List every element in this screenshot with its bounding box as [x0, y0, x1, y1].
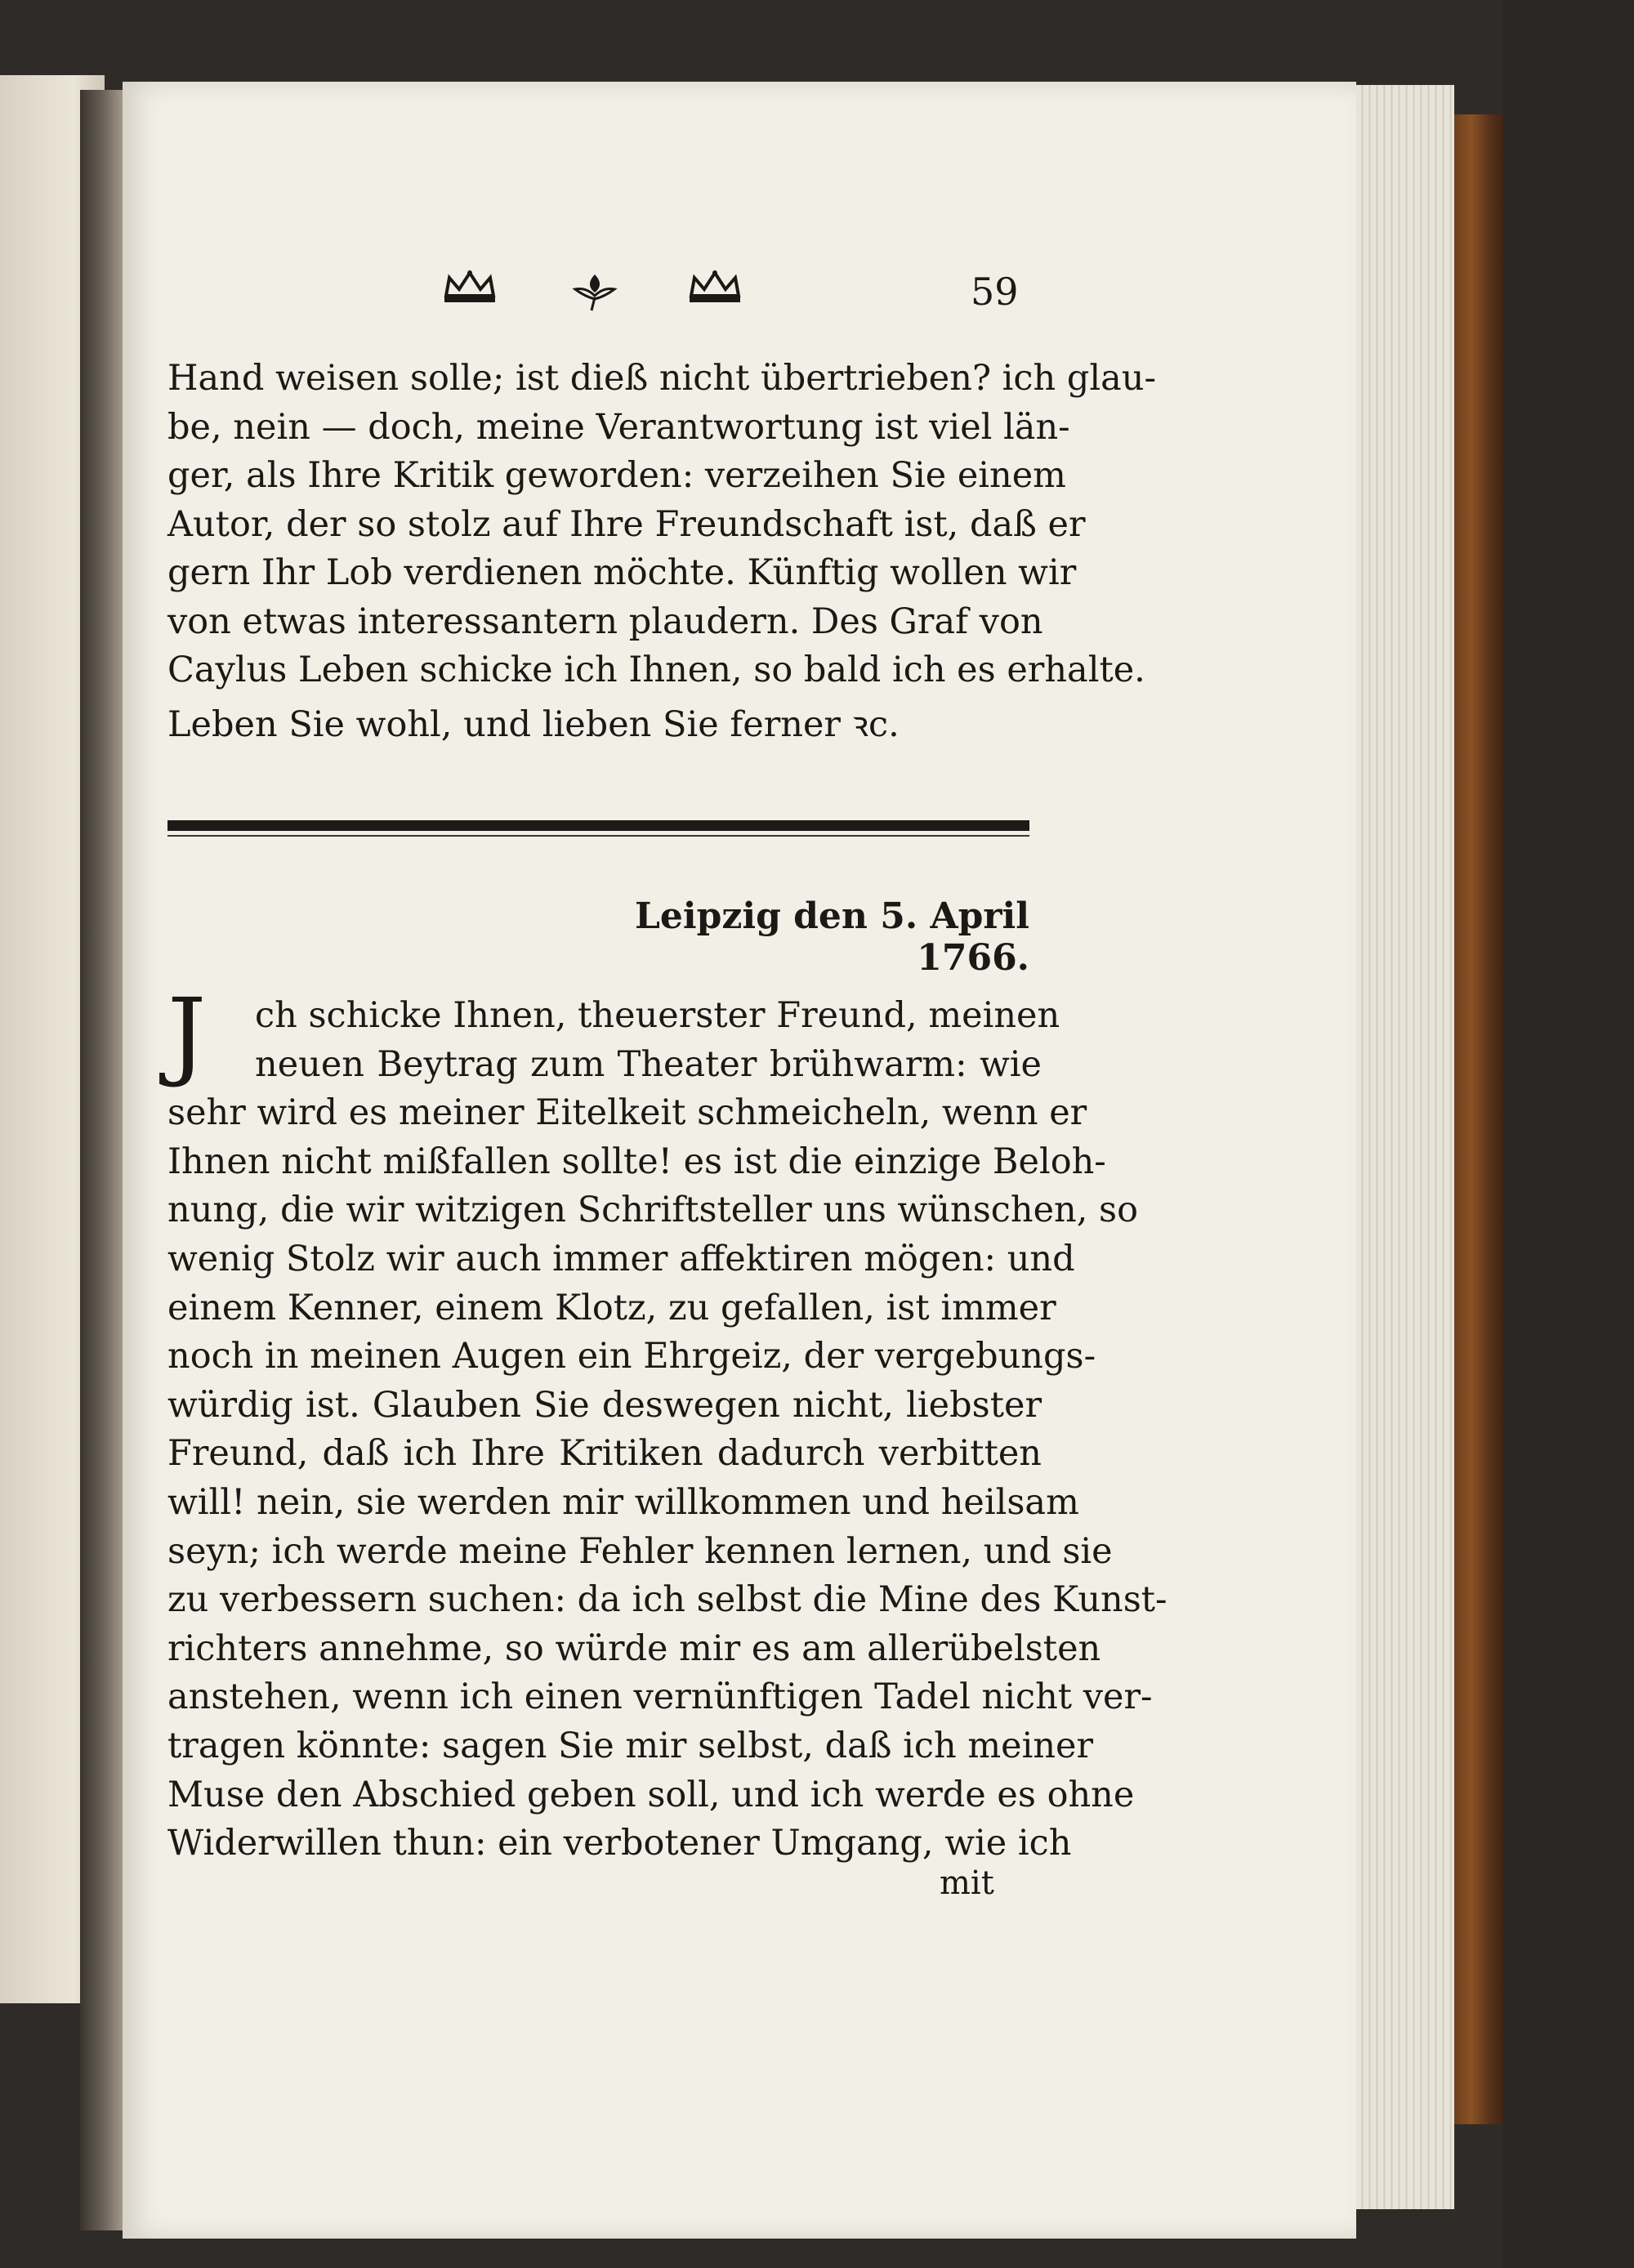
text-line: Widerwillen thun: ein verbotener Umgang, wie ich — [167, 1823, 1072, 1864]
page-edges — [1356, 85, 1454, 2209]
text-line: seyn; ich werde meine Fehler kennen lernen, und sie — [167, 1530, 1113, 1572]
text-line: ch schicke Ihnen, theuerster Freund, meinen — [255, 995, 1060, 1036]
flower-ornament-icon — [570, 270, 619, 312]
text-line: anstehen, wenn ich einen vernünftigen Tadel nicht ver- — [167, 1676, 1153, 1718]
text-line: Hand weisen solle; ist dieß nicht übertrieben? ich glau- — [167, 358, 1157, 399]
text-line: Muse den Abschied geben soll, und ich werde es ohne — [167, 1774, 1135, 1815]
text-line: richters annehme, so würde mir es am allerübelsten — [167, 1627, 1101, 1669]
text-line: nung, die wir witzigen Schriftsteller uns wünschen, so — [167, 1190, 1139, 1231]
text-line: gern Ihr Lob verdienen möchte. Künftig wollen wir — [167, 552, 1077, 593]
letter-dateline: Leipzig den 5. April 1766. — [634, 895, 1029, 979]
text-line: Leben Sie wohl, und lieben Sie ferner ꝛc. — [167, 703, 900, 745]
text-line: ger, als Ihre Kritik geworden: verzeihen Sie einem — [167, 455, 1066, 496]
crown-ornament-icon — [441, 270, 498, 306]
page-number: 59 — [971, 270, 1019, 314]
text-line: wenig Stolz wir auch immer affektiren mögen: und — [167, 1239, 1075, 1279]
text-line: will! nein, sie werden mir willkommen und heilsam — [167, 1482, 1079, 1523]
text-line: zu verbessern suchen: da ich selbst die Mine des Kunst- — [167, 1579, 1167, 1621]
text-line: Ihnen nicht mißfallen sollte! es ist die einzige Beloh- — [167, 1141, 1106, 1182]
section-rule — [167, 820, 1029, 831]
book-cover-edge — [1454, 114, 1503, 2124]
text-line: Autor, der so stolz auf Ihre Freundschaft ist, daß er — [167, 503, 1086, 545]
background-right — [1503, 0, 1634, 2268]
drop-cap: J — [167, 977, 207, 1090]
text-line: noch in meinen Augen ein Ehrgeiz, der vergebungs- — [167, 1336, 1096, 1377]
catchword: mit — [940, 1864, 994, 1902]
text-line: sehr wird es meiner Eitelkeit schmeicheln, wenn er — [167, 1092, 1087, 1134]
section-rule-thin — [167, 835, 1029, 837]
text-line: tragen könnte: sagen Sie mir selbst, daß ich meiner — [167, 1726, 1094, 1766]
crown-ornament-icon — [686, 270, 743, 306]
text-line: Freund, daß ich Ihre Kritiken dadurch verbitten — [167, 1433, 1042, 1475]
text-line: be, nein — doch, meine Verantwortung ist viel län- — [167, 406, 1070, 448]
text-line: von etwas interessantern plaudern. Des Graf von — [167, 600, 1043, 642]
headline-ornaments — [441, 270, 760, 310]
text-line: neuen Beytrag zum Theater brühwarm: wie — [255, 1043, 1042, 1085]
text-line: einem Kenner, einem Klotz, zu gefallen, ist immer — [167, 1287, 1056, 1328]
text-line: würdig ist. Glauben Sie deswegen nicht, liebster — [167, 1384, 1042, 1426]
text-line: Caylus Leben schicke ich Ihnen, so bald ich es erhalte. — [167, 650, 1145, 690]
